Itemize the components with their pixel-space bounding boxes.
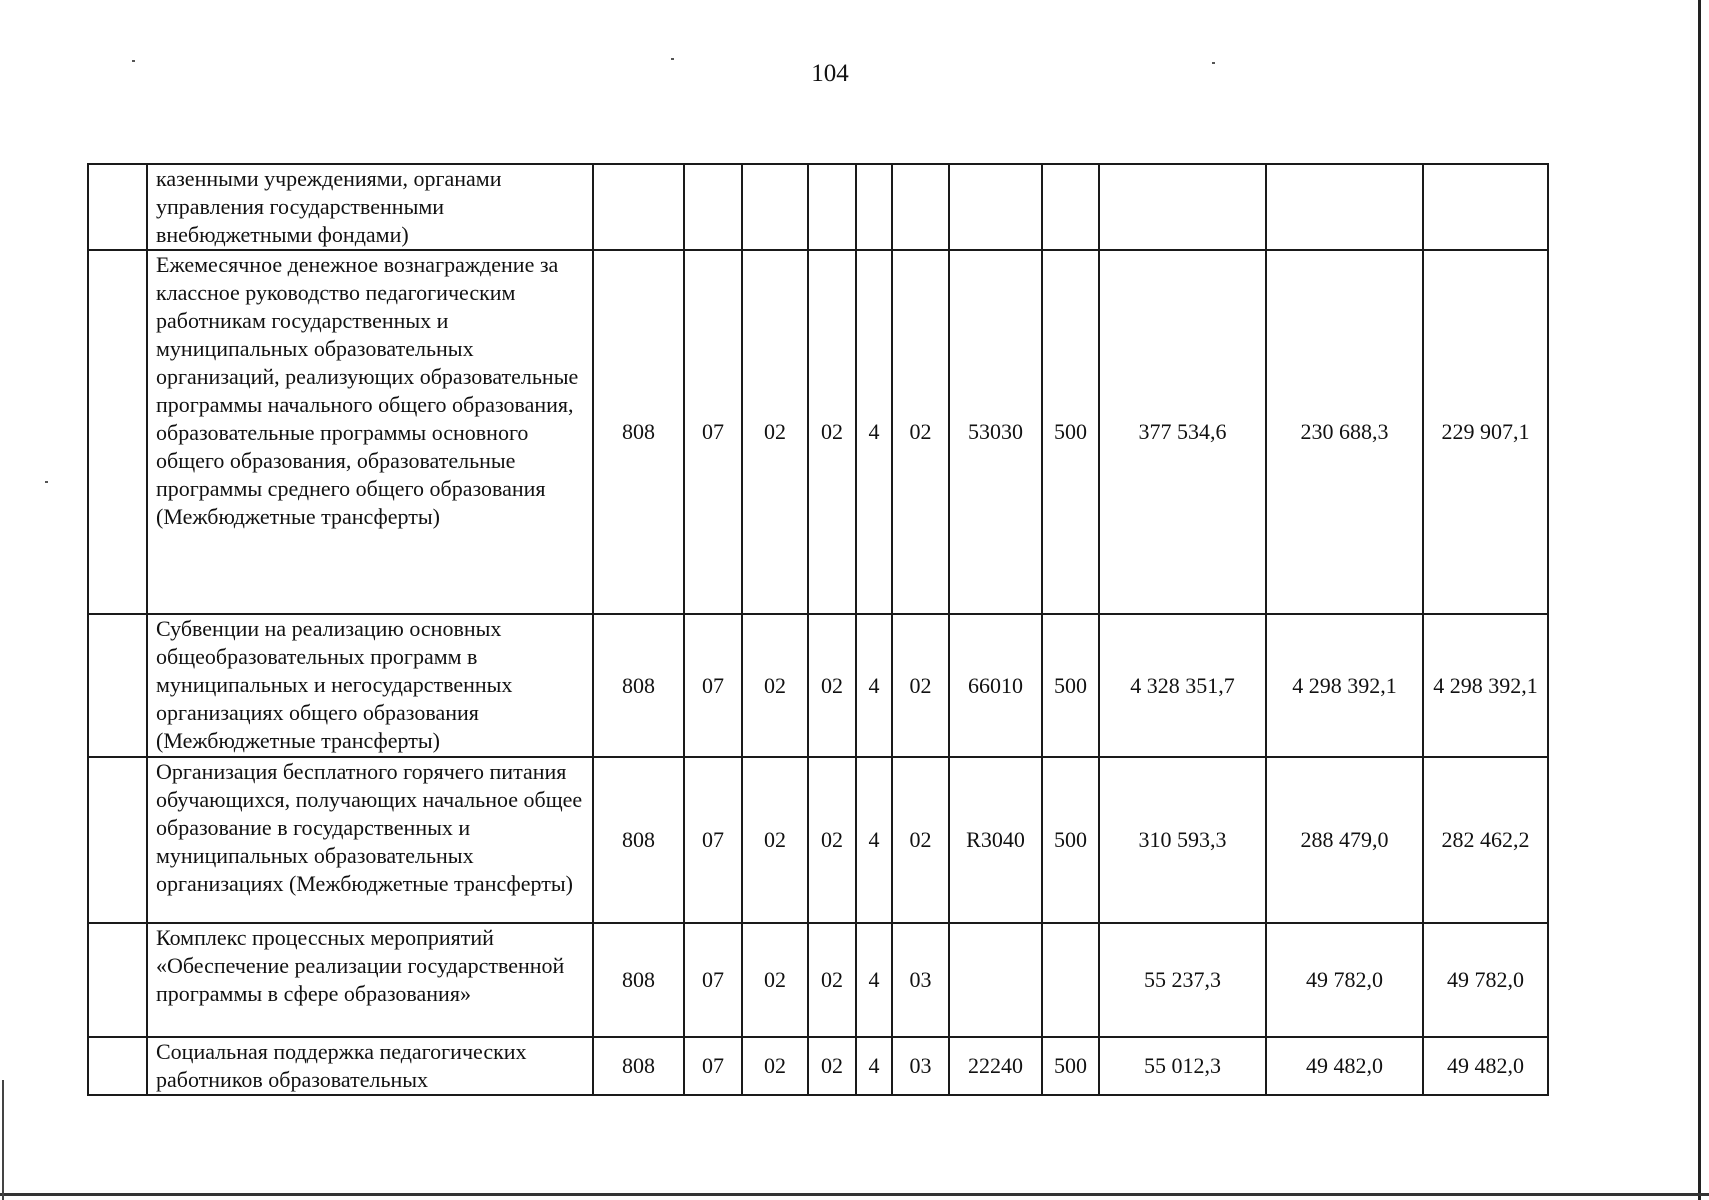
- subprogram-code-cell: [856, 164, 892, 250]
- subsection-code-cell: 02: [742, 1037, 808, 1095]
- row-number-cell: [88, 164, 147, 250]
- row-number-cell: [88, 923, 147, 1037]
- subprogram-code-cell: 4: [856, 1037, 892, 1095]
- expense-type-code-cell: [1042, 923, 1099, 1037]
- amount-year1-cell: 4 328 351,7: [1099, 614, 1266, 757]
- amount-year2-cell: 4 298 392,1: [1266, 614, 1423, 757]
- event-code-cell: 03: [892, 923, 949, 1037]
- section-code-cell: 07: [684, 923, 742, 1037]
- table-row: [88, 923, 1548, 1037]
- scan-edge-bottom: [0, 1193, 1709, 1196]
- ministry-code-cell: 808: [593, 250, 684, 614]
- scan-edge-left: [2, 1080, 4, 1200]
- program-code-cell: [808, 164, 856, 250]
- program-code-cell: 02: [808, 614, 856, 757]
- program-code-cell: 02: [808, 923, 856, 1037]
- amount-year2-cell: [1266, 164, 1423, 250]
- amount-year2-cell: 288 479,0: [1266, 757, 1423, 923]
- description-cell: Социальная поддержка педагогических работников образовательных: [147, 1037, 593, 1095]
- program-code-cell: 02: [808, 250, 856, 614]
- amount-year3-cell: 229 907,1: [1423, 250, 1548, 614]
- expense-type-code-cell: 500: [1042, 250, 1099, 614]
- table-row: [88, 1037, 1548, 1095]
- ministry-code-cell: 808: [593, 757, 684, 923]
- row-number-cell: [88, 757, 147, 923]
- ministry-code-cell: 808: [593, 923, 684, 1037]
- subsection-code-cell: 02: [742, 614, 808, 757]
- amount-year1-cell: 310 593,3: [1099, 757, 1266, 923]
- row-number-cell: [88, 250, 147, 614]
- subprogram-code-cell: 4: [856, 757, 892, 923]
- row-number-cell: [88, 1037, 147, 1095]
- section-code-cell: 07: [684, 757, 742, 923]
- scan-edge-right: [1698, 0, 1701, 1200]
- target-item-code-cell: R3040: [949, 757, 1042, 923]
- scan-speck: [132, 60, 135, 62]
- event-code-cell: 03: [892, 1037, 949, 1095]
- amount-year1-cell: [1099, 164, 1266, 250]
- description-cell: Комплекс процессных мероприятий «Обеспечение реализации государственной программы в сфере образования»: [147, 923, 593, 1037]
- target-item-code-cell: [949, 923, 1042, 1037]
- ministry-code-cell: 808: [593, 614, 684, 757]
- subprogram-code-cell: 4: [856, 614, 892, 757]
- program-code-cell: 02: [808, 1037, 856, 1095]
- amount-year3-cell: [1423, 164, 1548, 250]
- description-cell: Субвенции на реализацию основных общеобразовательных программ в муниципальных и негосударственных организациях общего образования (Межбюджетные трансферты): [147, 614, 593, 757]
- section-code-cell: 07: [684, 250, 742, 614]
- expense-type-code-cell: 500: [1042, 614, 1099, 757]
- amount-year3-cell: 4 298 392,1: [1423, 614, 1548, 757]
- amount-year2-cell: 49 482,0: [1266, 1037, 1423, 1095]
- table-row: [88, 614, 1548, 757]
- event-code-cell: 02: [892, 250, 949, 614]
- table-row: [88, 164, 1548, 250]
- subsection-code-cell: 02: [742, 250, 808, 614]
- expense-type-code-cell: 500: [1042, 1037, 1099, 1095]
- amount-year3-cell: 49 482,0: [1423, 1037, 1548, 1095]
- program-code-cell: 02: [808, 757, 856, 923]
- target-item-code-cell: [949, 164, 1042, 250]
- table-row: [88, 757, 1548, 923]
- amount-year3-cell: 282 462,2: [1423, 757, 1548, 923]
- target-item-code-cell: 22240: [949, 1037, 1042, 1095]
- subprogram-code-cell: 4: [856, 923, 892, 1037]
- section-code-cell: 07: [684, 614, 742, 757]
- description-cell: Организация бесплатного горячего питания обучающихся, получающих начальное общее образование в государственных и муниципальных образовательных организациях (Межбюджетные трансферты): [147, 757, 593, 923]
- scan-speck: [45, 481, 48, 483]
- section-code-cell: [684, 164, 742, 250]
- amount-year1-cell: 55 012,3: [1099, 1037, 1266, 1095]
- amount-year2-cell: 49 782,0: [1266, 923, 1423, 1037]
- budget-table: [87, 163, 1549, 1096]
- section-code-cell: 07: [684, 1037, 742, 1095]
- ministry-code-cell: 808: [593, 1037, 684, 1095]
- target-item-code-cell: 53030: [949, 250, 1042, 614]
- event-code-cell: 02: [892, 757, 949, 923]
- table-row: [88, 250, 1548, 614]
- scan-speck: [1212, 62, 1215, 64]
- subsection-code-cell: [742, 164, 808, 250]
- subprogram-code-cell: 4: [856, 250, 892, 614]
- target-item-code-cell: 66010: [949, 614, 1042, 757]
- description-cell: казенными учреждениями, органами управления государственными внебюджетными фондами): [147, 164, 593, 250]
- page-number: 104: [811, 60, 849, 87]
- amount-year2-cell: 230 688,3: [1266, 250, 1423, 614]
- amount-year3-cell: 49 782,0: [1423, 923, 1548, 1037]
- event-code-cell: [892, 164, 949, 250]
- scan-speck: [671, 58, 674, 60]
- amount-year1-cell: 377 534,6: [1099, 250, 1266, 614]
- description-cell: Ежемесячное денежное вознаграждение за классное руководство педагогическим работникам государственных и муниципальных образовательных организаций, реализующих образовательные программы начального общего образования, образовательные программы основного общего образования, образовательные программы среднего общего образования (Межбюджетные трансферты): [147, 250, 593, 614]
- ministry-code-cell: [593, 164, 684, 250]
- row-number-cell: [88, 614, 147, 757]
- amount-year1-cell: 55 237,3: [1099, 923, 1266, 1037]
- event-code-cell: 02: [892, 614, 949, 757]
- subsection-code-cell: 02: [742, 757, 808, 923]
- subsection-code-cell: 02: [742, 923, 808, 1037]
- expense-type-code-cell: [1042, 164, 1099, 250]
- expense-type-code-cell: 500: [1042, 757, 1099, 923]
